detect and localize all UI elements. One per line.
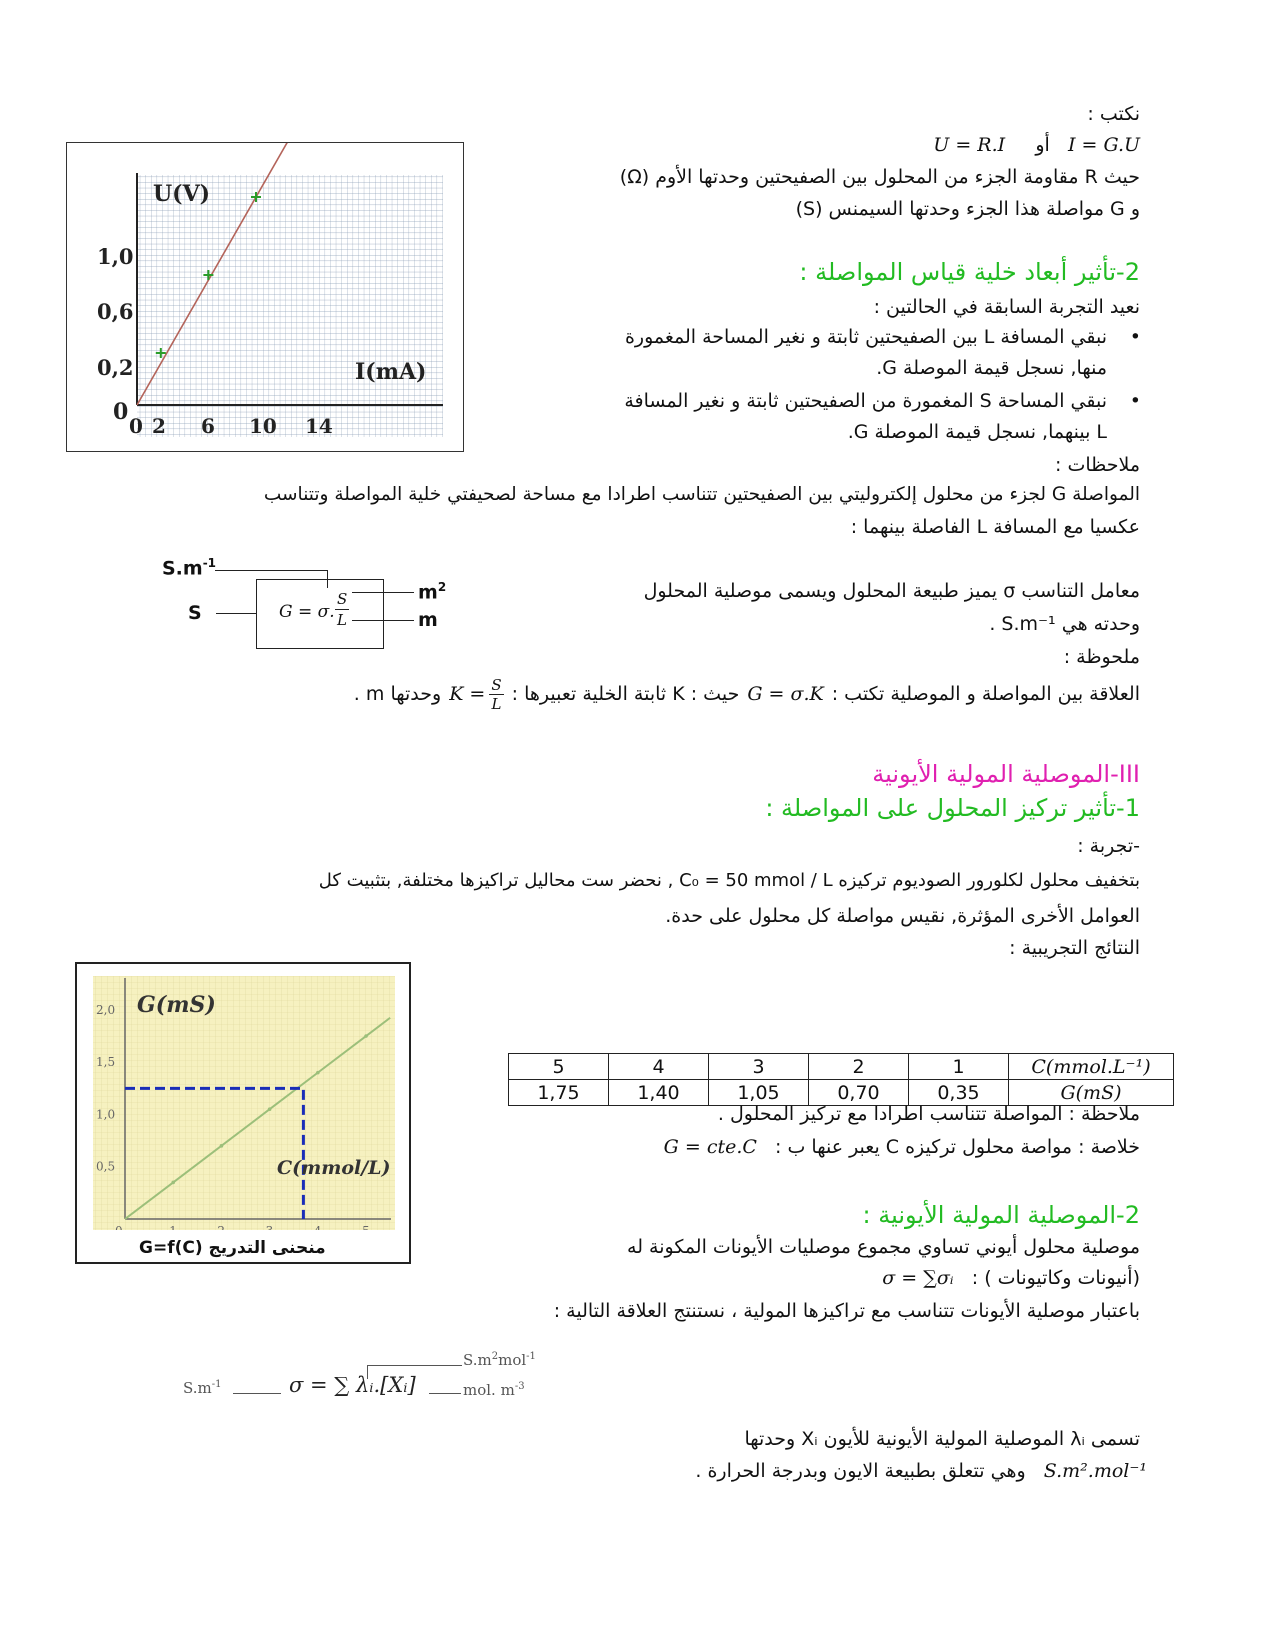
resistance-definition: حيث R مقاومة الجزء من المحلول بين الصفيحتين وحدتها الأوم (Ω) — [619, 166, 1140, 188]
y-tick-0-2: 0,2 — [97, 355, 134, 380]
lambda-line2 — [695, 1460, 1147, 1482]
chart-point — [316, 1071, 320, 1075]
chart-point — [268, 1107, 272, 1111]
formula-g-sigma: G = σ. — [279, 602, 335, 622]
formula-frac-num: S — [337, 590, 348, 608]
formula-i: I = G.U — [1067, 134, 1140, 156]
k-frac-den: L — [491, 694, 502, 713]
x-tick-2: 2 — [152, 414, 166, 438]
molar-unit-left: $S.m^{-1}$ — [183, 1379, 222, 1397]
table-cell: 1,40 — [609, 1080, 709, 1106]
u-axis-label: U(V) — [153, 181, 211, 207]
remark-label: ملحوظة : — [1063, 646, 1140, 668]
notes-line1: المواصلة G لجزء من محلول إلكتروليتي بين الصفيحتين تتناسب اطرادا مع مساحة لصحيفتي خلية المواصلة وتتناسب — [263, 484, 1140, 505]
write-label: نكتب : — [1087, 103, 1140, 125]
gc-chart-svg — [77, 964, 409, 1262]
i-axis-label: I(mA) — [355, 359, 427, 385]
relation-formula: G = σ.K — [747, 683, 824, 705]
table-cell: 2 — [809, 1054, 909, 1080]
bullet1-line1: • نبقي المسافة L بين الصفيحتين ثابتة و نغير المساحة المغمورة — [625, 326, 1107, 348]
chart-y-label: G(mS) — [137, 992, 216, 1018]
lambda-line2-text: وهي تتعلق بطبيعة الايون وبدرجة الحرارة . — [695, 1460, 1026, 1482]
conclusion-formula: G = cte.C — [663, 1136, 757, 1158]
section4-line3: باعتبار موصلية الأيونات تتناسب مع تراكيزها المولية ، نستنتج العلاقة التالية : — [553, 1300, 1140, 1322]
unit-s-per-m: $S.m^{-1}$ — [162, 556, 217, 580]
conclusion-text: خلاصة : مواصة محلول تركيزه C يعبر عنها ب : — [775, 1136, 1140, 1158]
x-tick-0: 0 — [129, 414, 143, 438]
lambda-unit: S.m².mol⁻¹ — [1043, 1460, 1147, 1482]
chart-point — [364, 1034, 368, 1038]
conductance-formula-diagram — [160, 548, 460, 658]
unit-m2: $m^2$ — [418, 580, 447, 604]
table-header-c: C(mmol.L⁻¹) — [1009, 1054, 1174, 1080]
section4-line1: موصلية محلول أيوني تساوي مجموع موصليات الأيونات المكونة له — [627, 1236, 1140, 1258]
relation-text: العلاقة بين المواصلة و الموصلية تكتب : — [831, 683, 1140, 705]
lambda-line1: تسمى λᵢ الموصلية المولية الأيونية للأيون Xᵢ وحدتها — [744, 1428, 1140, 1450]
k-frac-num: S — [491, 675, 502, 694]
or-word: أو — [1035, 134, 1050, 156]
ui-graph-svg — [67, 143, 465, 453]
unit-m2-leader — [352, 592, 414, 593]
molar-unit-bottom-leader — [429, 1393, 461, 1394]
experiment-line2: العوامل الأخرى المؤثرة, نقيس مواصلة كل محلول على حدة. — [665, 905, 1140, 927]
table-row — [509, 1080, 1174, 1106]
bullet2-line1: • نبقي المساحة S المغمورة من الصفيحتين ثابتة و نغير المسافة — [624, 390, 1107, 412]
chart-x-label: C(mmol/L) — [277, 1157, 391, 1179]
molar-formula: σ = ∑ λᵢ.[Xᵢ] — [289, 1373, 416, 1397]
table-cell: 5 — [509, 1054, 609, 1080]
molar-unit-top-drop — [367, 1365, 368, 1379]
bullet2-line2: L بينهما, نسجل قيمة الموصلة G. — [847, 421, 1107, 443]
section3-sub1: 1-تأثير تركيز المحلول على المواصلة : — [765, 794, 1140, 822]
x-tick-10: 10 — [249, 414, 277, 438]
formula-frac-den: L — [337, 611, 347, 629]
table-cell: 3 — [709, 1054, 809, 1080]
molar-unit-top: $S.m^2mol^{-1}$ — [463, 1351, 536, 1369]
results-label: النتائج التجريبية : — [1009, 937, 1140, 959]
bullet1-line2: منها, نسجل قيمة الموصلة G. — [876, 357, 1107, 379]
section2-heading: 2-تأثير أبعاد خلية قياس المواصلة : — [799, 258, 1140, 286]
observation-line: ملاحظة : المواصلة تتناسب اطرادا مع تركيز المحلول . — [717, 1103, 1140, 1125]
x-tick-14: 14 — [305, 414, 333, 438]
y-tick-0-6: 0,6 — [97, 299, 134, 324]
gc-chart-figure — [75, 962, 411, 1264]
sigma-line2: وحدته هي S.m⁻¹ . — [989, 613, 1140, 635]
k-formula — [449, 676, 503, 713]
experiment-line1: بتخفيف محلول لكلورور الصوديوم تركيزه C₀ = 50 mmol / L , نحضر ست محاليل تراكيزها مختلفة, بتثبيت كل — [318, 870, 1140, 891]
sigma-line1: معامل التناسب σ يميز طبيعة المحلول ويسمى موصلية المحلول — [643, 580, 1140, 602]
sigma-sum-formula: σ = ∑σᵢ — [882, 1267, 954, 1289]
table-cell: 4 — [609, 1054, 709, 1080]
y-tick-label: 0,5 — [96, 1159, 116, 1174]
origin-label: 0 — [113, 399, 129, 425]
molar-unit-top-leader — [367, 1365, 462, 1366]
section4-line2 — [882, 1267, 1140, 1289]
conclusion-line — [664, 1136, 1140, 1158]
chart-point — [220, 1144, 224, 1148]
y-tick-label: 2,0 — [96, 1002, 116, 1017]
x-tick-6: 6 — [201, 414, 215, 438]
y-tick-1-0: 1,0 — [97, 244, 134, 269]
molar-formula-diagram — [183, 1343, 573, 1428]
unit-top-leader — [215, 570, 327, 571]
unit-m: m — [418, 609, 438, 631]
chart-caption: G=f(C) منحنى التدريج — [139, 1238, 326, 1258]
notes-line2: عكسيا مع المسافة L الفاصلة بينهما : — [850, 516, 1140, 538]
conductance-definition: و G مواصلة هذا الجزء وحدتها السيمنس (S) — [795, 198, 1140, 220]
formula-frac-bar — [335, 609, 349, 610]
table-cell: 1,75 — [509, 1080, 609, 1106]
table-row — [509, 1054, 1174, 1080]
table-cell: 1,05 — [709, 1080, 809, 1106]
formula-frame — [256, 579, 384, 649]
section3-heading: III-الموصلية المولية الأيونية — [872, 760, 1140, 788]
unit-s-leader — [216, 613, 256, 614]
k-formula-left: K = — [449, 683, 486, 705]
k-unit: وحدتها m . — [353, 683, 442, 705]
formula-u: U = R.I — [933, 134, 1006, 156]
y-tick-label: 1,0 — [96, 1107, 116, 1122]
k-fraction — [489, 676, 503, 713]
table-cell: 1 — [909, 1054, 1009, 1080]
ohm-law-line — [933, 134, 1140, 156]
molar-unit-bottom: mol. $m^{-3}$ — [463, 1381, 525, 1399]
unit-s: S — [188, 602, 202, 624]
unit-m-leader — [352, 620, 414, 621]
results-table — [508, 1053, 1174, 1106]
section4-heading: 2-الموصلية المولية الأيونية : — [862, 1201, 1140, 1229]
table-cell: 0,70 — [809, 1080, 909, 1106]
relation-line — [354, 672, 1140, 716]
experiment-label: -تجربة : — [1077, 835, 1140, 857]
ui-graph-figure — [66, 142, 464, 452]
table-header-g: G(mS) — [1009, 1080, 1174, 1106]
section2-intro: نعيد التجربة السابقة في الحالتين : — [873, 296, 1140, 318]
y-tick-label: 1,5 — [96, 1055, 116, 1070]
chart-point — [171, 1181, 175, 1185]
section4-line2-text: (أنيونات وكاتيونات ) : — [971, 1267, 1140, 1289]
molar-unit-left-leader — [233, 1393, 281, 1394]
cell-constant-text: حيث : K ثابتة الخلية تعبيرها : — [511, 683, 740, 705]
table-cell: 0,35 — [909, 1080, 1009, 1106]
notes-label: ملاحظات : — [1055, 454, 1140, 476]
graph-grid — [137, 175, 443, 437]
